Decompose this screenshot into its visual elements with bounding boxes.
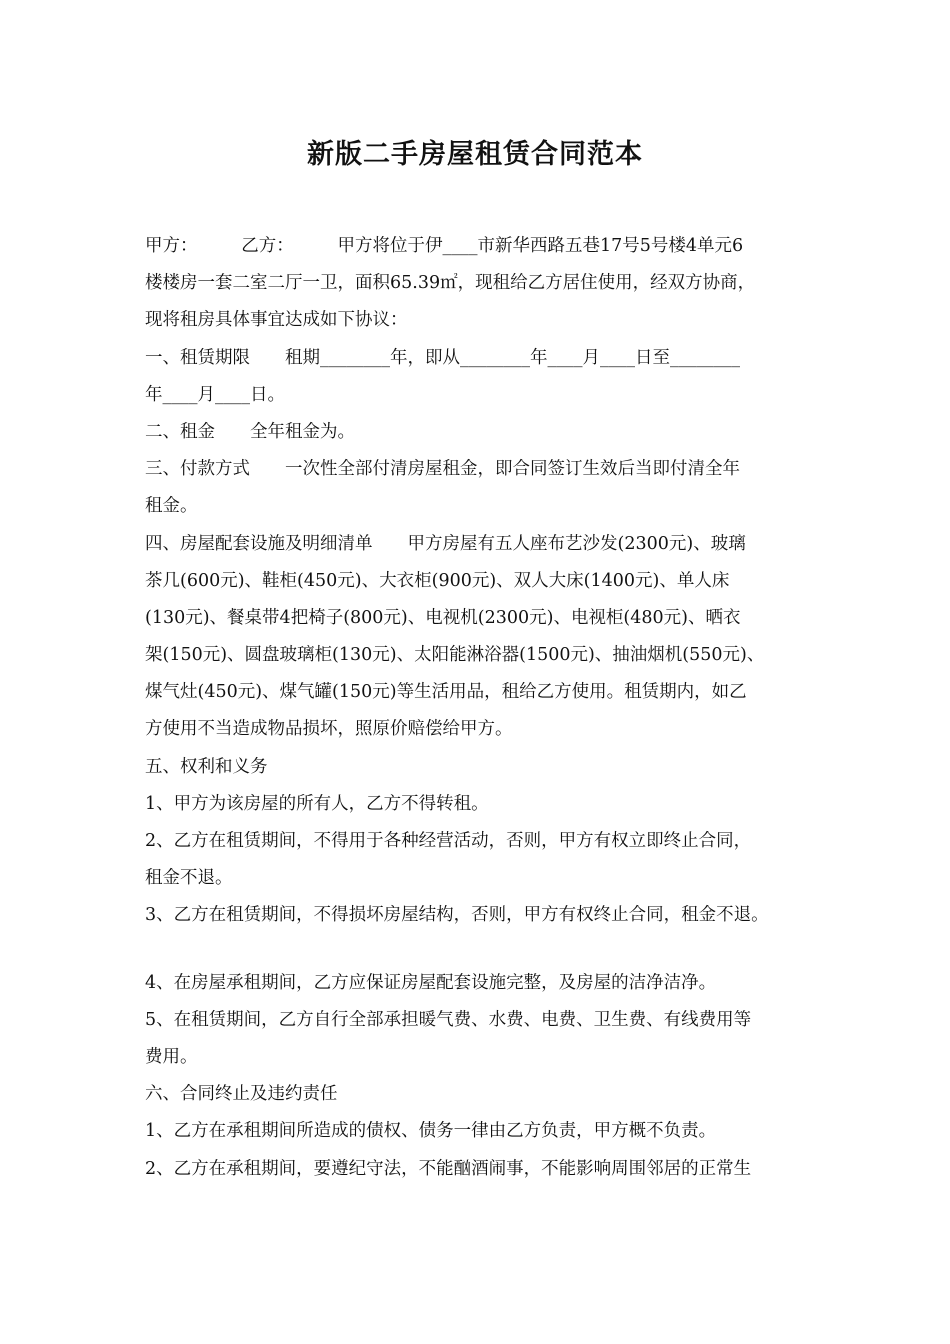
section-heading-lease-term: 一、租赁期限 租期________年，即从________年____月____日至________ — [145, 347, 740, 368]
clause-line: 3、乙方在租赁期间，不得损坏房屋结构，否则，甲方有权终止合同，租金不退。 — [145, 905, 769, 926]
section-heading-payment: 三、付款方式 一次性全部付清房屋租金，即合同签订生效后当即付清全年 — [145, 459, 740, 480]
clause-line: 5、在租赁期间，乙方自行全部承担暖气费、水费、电费、卫生费、有线费用等 — [145, 1009, 752, 1030]
text-line: 年____月____日。 — [145, 384, 285, 405]
blank-spacer — [145, 935, 835, 965]
text-line: 费用。 — [145, 1046, 198, 1067]
section-heading-rent: 二、租金 全年租金为。 — [145, 421, 355, 442]
text-line: 租金。 — [145, 496, 198, 517]
text-line: 现将租房具体事宜达成如下协议： — [145, 310, 408, 331]
section-heading-termination: 六、合同终止及违约责任 — [145, 1084, 338, 1105]
text-line: 方使用不当造成物品损坏，照原价赔偿给甲方。 — [145, 719, 513, 740]
clause-line: 2、乙方在承租期间，要遵纪守法，不能酗酒闹事，不能影响周围邻居的正常生 — [145, 1158, 752, 1179]
document-body — [145, 228, 835, 1188]
section-heading-rights: 五、权利和义务 — [145, 756, 268, 777]
text-line: 租金不退。 — [145, 868, 233, 889]
text-line: 架(150元)、圆盘玻璃柜(130元)、太阳能淋浴器(1500元)、抽油烟机(550元)、 — [145, 645, 765, 666]
clause-line: 2、乙方在租赁期间，不得用于各种经营活动，否则，甲方有权立即终止合同， — [145, 831, 752, 851]
text-line: (130元)、餐桌带4把椅子(800元)、电视机(2300元)、电视柜(480元)、晒衣 — [145, 607, 741, 628]
clause-line: 4、在房屋承租期间，乙方应保证房屋配套设施完整，及房屋的洁净洁净。 — [145, 972, 717, 993]
clause-line: 1、甲方为该房屋的所有人，乙方不得转租。 — [145, 793, 489, 814]
section-heading-facilities: 四、房屋配套设施及明细清单 甲方房屋有五人座布艺沙发(2300元)、玻璃 — [145, 533, 746, 554]
text-line: 楼楼房一套二室二厅一卫，面积65.39㎡，现租给乙方居住使用，经双方协商， — [145, 273, 756, 294]
text-line: 煤气灶(450元)、煤气罐(150元)等生活用品，租给乙方使用。租赁期内，如乙 — [145, 682, 747, 703]
document-title: 新版二手房屋租赁合同范本 — [307, 139, 643, 170]
clause-line: 1、乙方在承租期间所造成的债权、债务一律由乙方负责，甲方概不负责。 — [145, 1121, 717, 1142]
text-line: 甲方： 乙方： 甲方将位于伊____市新华西路五巷17号5号楼4单元6 — [145, 236, 744, 256]
text-line: 茶几(600元)、鞋柜(450元)、大衣柜(900元)、双人大床(1400元)、单人床 — [145, 570, 730, 591]
